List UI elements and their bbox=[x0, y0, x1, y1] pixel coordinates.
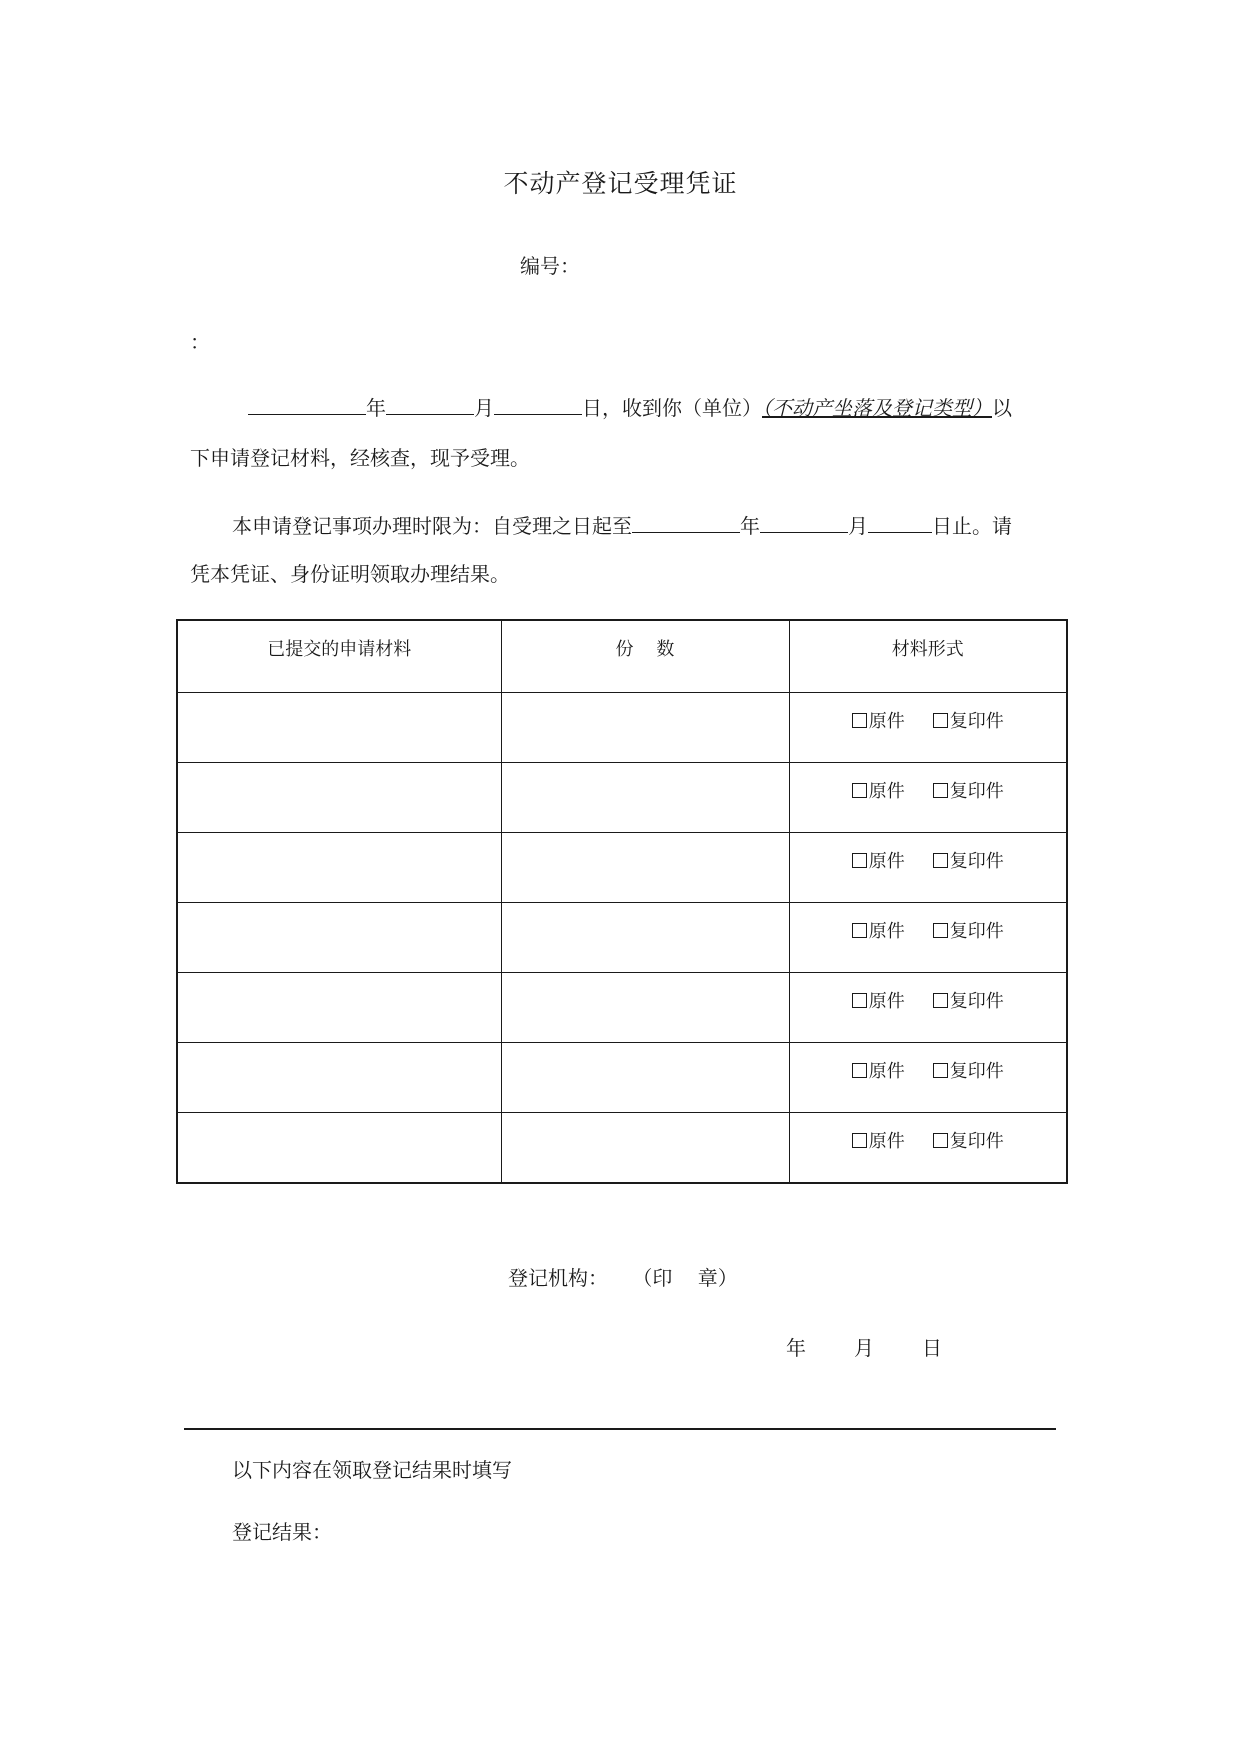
checkbox-icon[interactable] bbox=[933, 1133, 948, 1148]
option-copy[interactable] bbox=[933, 707, 1004, 733]
option-original[interactable] bbox=[852, 777, 905, 803]
receipt-tail: 以 bbox=[992, 396, 1012, 420]
agency-label: 登记机构： bbox=[508, 1266, 608, 1290]
table-row bbox=[177, 693, 1067, 763]
property-hint: （不动产坐落及登记类型） bbox=[762, 396, 992, 420]
checkbox-icon[interactable] bbox=[933, 923, 948, 938]
option-original[interactable] bbox=[852, 987, 905, 1013]
checkbox-icon[interactable] bbox=[852, 1133, 867, 1148]
checkbox-icon[interactable] bbox=[852, 853, 867, 868]
table-header-row bbox=[177, 620, 1067, 693]
material-name-cell[interactable] bbox=[177, 1113, 501, 1184]
material-name-cell[interactable] bbox=[177, 1043, 501, 1113]
option-copy-label: 复印件 bbox=[949, 1131, 1004, 1152]
receipt-year-label: 年 bbox=[366, 396, 386, 420]
date-day-label: 日 bbox=[922, 1336, 942, 1360]
option-copy-label: 复印件 bbox=[949, 1061, 1004, 1082]
materials-table bbox=[176, 619, 1068, 1184]
header-form: 材料形式 bbox=[789, 620, 1067, 693]
checkbox-icon[interactable] bbox=[852, 783, 867, 798]
count-cell[interactable] bbox=[501, 1113, 789, 1184]
count-cell[interactable] bbox=[501, 1043, 789, 1113]
result-label: 登记结果： bbox=[232, 1520, 332, 1544]
option-original-label: 原件 bbox=[868, 711, 905, 732]
option-copy[interactable] bbox=[933, 777, 1004, 803]
table-row bbox=[177, 1113, 1067, 1184]
agency-line bbox=[508, 1262, 738, 1291]
option-copy[interactable] bbox=[933, 847, 1004, 873]
date-year-label: 年 bbox=[786, 1336, 806, 1360]
checkbox-icon[interactable] bbox=[933, 993, 948, 1008]
option-copy[interactable] bbox=[933, 917, 1004, 943]
option-original[interactable] bbox=[852, 1057, 905, 1083]
option-copy[interactable] bbox=[933, 1057, 1004, 1083]
table-row bbox=[177, 833, 1067, 903]
deadline-month-blank[interactable] bbox=[760, 512, 848, 533]
material-name-cell[interactable] bbox=[177, 903, 501, 973]
table-row bbox=[177, 763, 1067, 833]
form-cell bbox=[789, 763, 1067, 833]
material-name-cell[interactable] bbox=[177, 973, 501, 1043]
form-cell bbox=[789, 833, 1067, 903]
form-cell bbox=[789, 1043, 1067, 1113]
deadline-month-label: 月 bbox=[848, 514, 868, 538]
count-cell[interactable] bbox=[501, 763, 789, 833]
deadline-line-2: 凭本凭证、身份证明领取办理结果。 bbox=[190, 562, 510, 586]
option-original-label: 原件 bbox=[868, 781, 905, 802]
checkbox-icon[interactable] bbox=[933, 1063, 948, 1078]
material-name-cell[interactable] bbox=[177, 833, 501, 903]
header-count: 份 数 bbox=[501, 620, 789, 693]
option-original[interactable] bbox=[852, 1127, 905, 1153]
deadline-tail: 日止。请 bbox=[932, 514, 1012, 538]
checkbox-icon[interactable] bbox=[933, 783, 948, 798]
option-original-label: 原件 bbox=[868, 921, 905, 942]
issue-date bbox=[786, 1332, 990, 1361]
option-copy-label: 复印件 bbox=[949, 711, 1004, 732]
deadline-lead: 本申请登记事项办理时限为：自受理之日起至 bbox=[232, 514, 632, 538]
deadline-day-blank[interactable] bbox=[868, 512, 932, 533]
day-blank[interactable] bbox=[494, 394, 582, 415]
checkbox-icon[interactable] bbox=[852, 713, 867, 728]
option-original[interactable] bbox=[852, 847, 905, 873]
pickup-note: 以下内容在领取登记结果时填写 bbox=[232, 1458, 512, 1482]
count-cell[interactable] bbox=[501, 833, 789, 903]
option-original-label: 原件 bbox=[868, 991, 905, 1012]
document-title: 不动产登记受理凭证 bbox=[503, 169, 738, 198]
option-copy-label: 复印件 bbox=[949, 921, 1004, 942]
option-copy-label: 复印件 bbox=[949, 781, 1004, 802]
material-name-cell[interactable] bbox=[177, 693, 501, 763]
deadline-year-label: 年 bbox=[740, 514, 760, 538]
checkbox-icon[interactable] bbox=[852, 1063, 867, 1078]
option-original-label: 原件 bbox=[868, 851, 905, 872]
checkbox-icon[interactable] bbox=[933, 713, 948, 728]
checkbox-icon[interactable] bbox=[852, 993, 867, 1008]
header-materials: 已提交的申请材料 bbox=[177, 620, 501, 693]
deadline-year-blank[interactable] bbox=[632, 512, 740, 533]
count-cell[interactable] bbox=[501, 693, 789, 763]
table-row bbox=[177, 973, 1067, 1043]
form-cell bbox=[789, 1113, 1067, 1184]
count-cell[interactable] bbox=[501, 903, 789, 973]
receipt-month-label: 月 bbox=[474, 396, 494, 420]
seal-label: （印 章） bbox=[632, 1266, 738, 1290]
option-copy-label: 复印件 bbox=[949, 991, 1004, 1012]
serial-number-label: 编号： bbox=[520, 254, 580, 278]
option-original[interactable] bbox=[852, 707, 905, 733]
option-original-label: 原件 bbox=[868, 1061, 905, 1082]
section-divider bbox=[184, 1428, 1056, 1430]
option-original-label: 原件 bbox=[868, 1131, 905, 1152]
material-name-cell[interactable] bbox=[177, 763, 501, 833]
option-copy-label: 复印件 bbox=[949, 851, 1004, 872]
table-row bbox=[177, 1043, 1067, 1113]
date-month-label: 月 bbox=[854, 1336, 874, 1360]
option-copy[interactable] bbox=[933, 1127, 1004, 1153]
receipt-line-1 bbox=[248, 394, 1012, 422]
option-copy[interactable] bbox=[933, 987, 1004, 1013]
form-cell bbox=[789, 973, 1067, 1043]
table-row bbox=[177, 903, 1067, 973]
deadline-line-1 bbox=[232, 512, 1012, 540]
checkbox-icon[interactable] bbox=[852, 923, 867, 938]
form-cell bbox=[789, 693, 1067, 763]
month-blank[interactable] bbox=[386, 394, 474, 415]
recipient-colon: ： bbox=[190, 330, 210, 354]
count-cell[interactable] bbox=[501, 973, 789, 1043]
year-blank[interactable] bbox=[248, 394, 366, 415]
checkbox-icon[interactable] bbox=[933, 853, 948, 868]
option-original[interactable] bbox=[852, 917, 905, 943]
receipt-day-text: 日，收到你（单位） bbox=[582, 396, 762, 420]
form-cell bbox=[789, 903, 1067, 973]
receipt-line-2: 下申请登记材料，经核查，现予受理。 bbox=[190, 446, 530, 470]
